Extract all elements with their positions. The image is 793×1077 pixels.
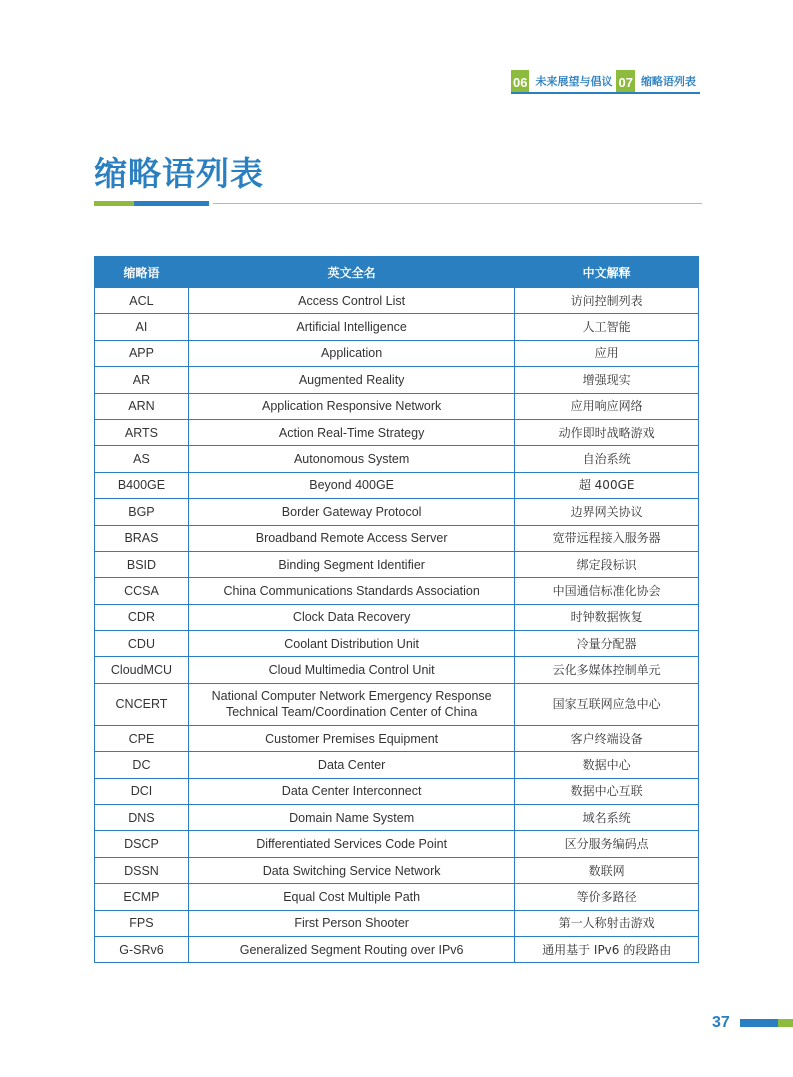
table-row: [95, 857, 699, 883]
abbreviation-cell: AS: [95, 446, 189, 472]
english-name-cell: Augmented Reality: [188, 367, 514, 393]
chapter-link-abbreviations[interactable]: 缩略语列表: [640, 75, 696, 88]
table-row: [95, 551, 699, 577]
english-name-cell: Broadband Remote Access Server: [188, 525, 514, 551]
table-row: [95, 604, 699, 630]
english-name-cell: Data Center: [188, 752, 514, 778]
table-row: [95, 314, 699, 340]
header-chinese-meaning: 中文解释: [515, 257, 699, 288]
chapter-link-future-outlook[interactable]: 未来展望与倡议: [535, 75, 613, 88]
english-name-cell: Access Control List: [188, 288, 514, 314]
table-row: [95, 805, 699, 831]
abbreviation-cell: AI: [95, 314, 189, 340]
abbreviation-cell: CloudMCU: [95, 657, 189, 683]
table-row: [95, 778, 699, 804]
abbreviation-cell: BGP: [95, 499, 189, 525]
english-name-cell: Artificial Intelligence: [188, 314, 514, 340]
table-row: [95, 884, 699, 910]
english-name-cell: Autonomous System: [188, 446, 514, 472]
table-row: [95, 340, 699, 366]
chinese-meaning-cell: 时钟数据恢复: [515, 604, 699, 630]
table-row: [95, 725, 699, 751]
table-header-row: [95, 257, 699, 288]
english-name-cell: Clock Data Recovery: [188, 604, 514, 630]
chinese-meaning-cell: 增强现实: [515, 367, 699, 393]
abbreviation-cell: DCI: [95, 778, 189, 804]
chinese-meaning-cell: 宽带远程接入服务器: [515, 525, 699, 551]
table-row: [95, 525, 699, 551]
chinese-meaning-cell: 中国通信标准化协会: [515, 578, 699, 604]
table-row: [95, 367, 699, 393]
table-row: [95, 419, 699, 445]
chinese-meaning-cell: 域名系统: [515, 805, 699, 831]
chinese-meaning-cell: 动作即时战略游戏: [515, 419, 699, 445]
abbreviation-cell: G-SRv6: [95, 936, 189, 962]
chinese-meaning-cell: 绑定段标识: [515, 551, 699, 577]
english-name-cell: Cloud Multimedia Control Unit: [188, 657, 514, 683]
english-name-cell: Domain Name System: [188, 805, 514, 831]
chinese-meaning-cell: 通用基于 IPv6 的段路由: [515, 936, 699, 962]
abbreviation-cell: BRAS: [95, 525, 189, 551]
abbreviation-cell: CCSA: [95, 578, 189, 604]
english-name-cell: Customer Premises Equipment: [188, 725, 514, 751]
title-divider: [94, 200, 702, 206]
chinese-meaning-cell: 数据中心: [515, 752, 699, 778]
page-number: 37: [712, 1014, 730, 1031]
chinese-meaning-cell: 云化多媒体控制单元: [515, 657, 699, 683]
english-name-cell: Data Switching Service Network: [188, 857, 514, 883]
abbreviation-cell: FPS: [95, 910, 189, 936]
abbreviation-cell: DC: [95, 752, 189, 778]
abbreviation-cell: AR: [95, 367, 189, 393]
table-row: [95, 288, 699, 314]
english-name-cell: Coolant Distribution Unit: [188, 631, 514, 657]
english-name-cell: Application: [188, 340, 514, 366]
header-abbreviation: 缩略语: [95, 257, 189, 288]
chapter-navigation: [511, 70, 700, 92]
english-name-cell: Equal Cost Multiple Path: [188, 884, 514, 910]
header-english-name: 英文全名: [188, 257, 514, 288]
english-name-cell: Action Real-Time Strategy: [188, 419, 514, 445]
abbreviation-cell: DNS: [95, 805, 189, 831]
table-row: [95, 472, 699, 498]
abbreviation-cell: ARN: [95, 393, 189, 419]
footer-decoration: [740, 1019, 793, 1027]
chapter-nav-underline: [511, 92, 700, 94]
page-title: 缩略语列表: [94, 154, 264, 193]
english-name-cell: Generalized Segment Routing over IPv6: [188, 936, 514, 962]
chinese-meaning-cell: 访问控制列表: [515, 288, 699, 314]
chinese-meaning-cell: 客户终端设备: [515, 725, 699, 751]
abbreviation-cell: DSSN: [95, 857, 189, 883]
chinese-meaning-cell: 等价多路径: [515, 884, 699, 910]
table-row: [95, 393, 699, 419]
chinese-meaning-cell: 国家互联网应急中心: [515, 683, 699, 725]
abbreviation-cell: CDR: [95, 604, 189, 630]
chinese-meaning-cell: 边界网关协议: [515, 499, 699, 525]
chinese-meaning-cell: 应用响应网络: [515, 393, 699, 419]
chinese-meaning-cell: 超 400GE: [515, 472, 699, 498]
chinese-meaning-cell: 第一人称射击游戏: [515, 910, 699, 936]
english-name-cell: First Person Shooter: [188, 910, 514, 936]
english-name-cell: Binding Segment Identifier: [188, 551, 514, 577]
english-name-cell: Beyond 400GE: [188, 472, 514, 498]
table-row: [95, 683, 699, 725]
chapter-number-06[interactable]: 06: [511, 70, 529, 92]
abbreviation-cell: CDU: [95, 631, 189, 657]
table-row: [95, 657, 699, 683]
abbreviation-cell: ACL: [95, 288, 189, 314]
table-row: [95, 936, 699, 962]
chinese-meaning-cell: 应用: [515, 340, 699, 366]
abbreviation-cell: DSCP: [95, 831, 189, 857]
english-name-cell: National Computer Network Emergency Response Technical Team/Coordination Center of China: [188, 683, 514, 725]
chinese-meaning-cell: 数据中心互联: [515, 778, 699, 804]
chinese-meaning-cell: 数联网: [515, 857, 699, 883]
chinese-meaning-cell: 自治系统: [515, 446, 699, 472]
english-name-cell: Application Responsive Network: [188, 393, 514, 419]
table-row: [95, 910, 699, 936]
table-row: [95, 446, 699, 472]
chinese-meaning-cell: 区分服务编码点: [515, 831, 699, 857]
abbreviation-cell: ECMP: [95, 884, 189, 910]
abbreviation-cell: ARTS: [95, 419, 189, 445]
table-row: [95, 578, 699, 604]
english-name-cell: Data Center Interconnect: [188, 778, 514, 804]
table-row: [95, 831, 699, 857]
chinese-meaning-cell: 人工智能: [515, 314, 699, 340]
table-row: [95, 499, 699, 525]
chinese-meaning-cell: 冷量分配器: [515, 631, 699, 657]
abbreviation-cell: B400GE: [95, 472, 189, 498]
abbreviation-cell: CNCERT: [95, 683, 189, 725]
abbreviation-table: [94, 256, 699, 963]
english-name-cell: Border Gateway Protocol: [188, 499, 514, 525]
english-name-cell: China Communications Standards Association: [188, 578, 514, 604]
english-name-cell: Differentiated Services Code Point: [188, 831, 514, 857]
abbreviation-cell: APP: [95, 340, 189, 366]
abbreviation-cell: CPE: [95, 725, 189, 751]
table-row: [95, 631, 699, 657]
abbreviation-cell: BSID: [95, 551, 189, 577]
chapter-number-07[interactable]: 07: [616, 70, 634, 92]
table-row: [95, 752, 699, 778]
